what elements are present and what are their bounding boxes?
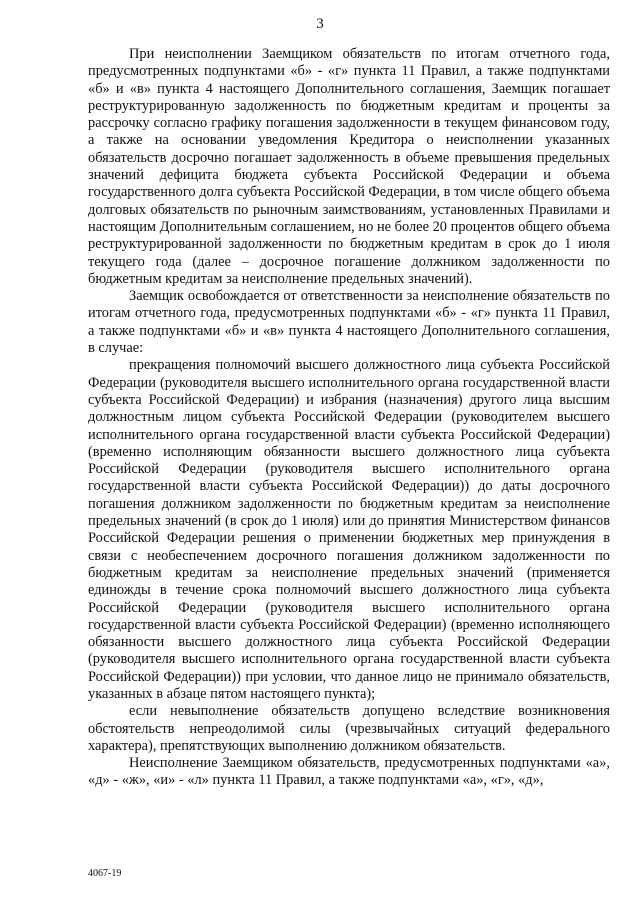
paragraph-nonfulfillment-continued: Неисполнение Заемщиком обязательств, предусмотренных подпунктами «а», «д» - «ж», «и» - «л» пункта 11 Правил, а также подпунктами «а», «г», «д», bbox=[88, 755, 610, 789]
body-text bbox=[88, 46, 610, 790]
footer-document-code: 4067-19 bbox=[88, 868, 122, 879]
paragraph-borrower-released: Заемщик освобождается от ответственности за неисполнение обязательств по итогам отчетного года, предусмотренных подпунктами «б» - «г» пункта 11 Правил, а также подпунктами «б» и «в» пункта 4 настоящего Дополнительного соглашения, в случае: bbox=[88, 288, 610, 357]
paragraph-obligations-nonfulfillment: При неисполнении Заемщиком обязательств по итогам отчетного года, предусмотренных подпунктами «б» - «г» пункта 11 Правил, а также подпунктами «б» и «в» пункта 4 настоящего Дополнительного соглашения, Заемщик погашает реструктурированную задолженность по бюджетным кредитам и проценты за рассрочку согласно графику погашения задолженности в текущем финансовом году, а также на основании уведомления Кредитора о неисполнении указанных обязательств досрочно погашает задолженность в объеме превышения предельных значений дефицита бюджета субъекта Российской Федерации и объема государственного долга субъекта Российской Федерации, в том числе общего объема долговых обязательств по рыночным заимствованиям, установленных Правилами и настоящим Дополнительным соглашением, но не более 20 процентов общего объема реструктурированной задолженности по бюджетным кредитам в срок до 1 июля текущего года (далее – досрочное погашение должником задолженности по бюджетным кредитам за неисполнение предельных значений). bbox=[88, 46, 610, 287]
paragraph-termination-of-powers: прекращения полномочий высшего должностного лица субъекта Российской Федерации (руководителя высшего исполнительного органа государственной власти субъекта Российской Федерации) и избрания (назначения) другого лица высшим должностным лицом субъекта Российской Федерации (руководителем высшего исполнительного органа государственной власти субъекта Российской Федерации) (временно исполняющим обязанности высшего должностного лица субъекта Российской Федерации (руководителя высшего исполнительного органа государственной власти субъекта Российской Федерации)) до даты досрочного погашения должником задолженности по бюджетным кредитам за неисполнение предельных значений (в срок до 1 июля) или до принятия Министерством финансов Российской Федерации решения о применении бюджетных мер принуждения в связи с необеспечением досрочного погашения должником задолженности по бюджетным кредитам за неисполнение предельных значений (применяется единожды в течение срока полномочий высшего должностного лица субъекта Российской Федерации (руководителя высшего исполнительного органа государственной власти субъекта Российской Федерации) (временно исполняющего обязанности высшего должностного лица субъекта Российской Федерации (руководителя высшего исполнительного органа государственной власти субъекта Российской Федерации)) при условии, что данное лицо не принимало обязательств, указанных в абзаце пятом настоящего пункта); bbox=[88, 357, 610, 702]
paragraph-force-majeure: если невыполнение обязательств допущено вследствие возникновения обстоятельств непреодолимой силы (чрезвычайных ситуаций федерального характера), препятствующих выполнению должником обязательств. bbox=[88, 703, 610, 754]
page-number: 3 bbox=[316, 16, 324, 32]
